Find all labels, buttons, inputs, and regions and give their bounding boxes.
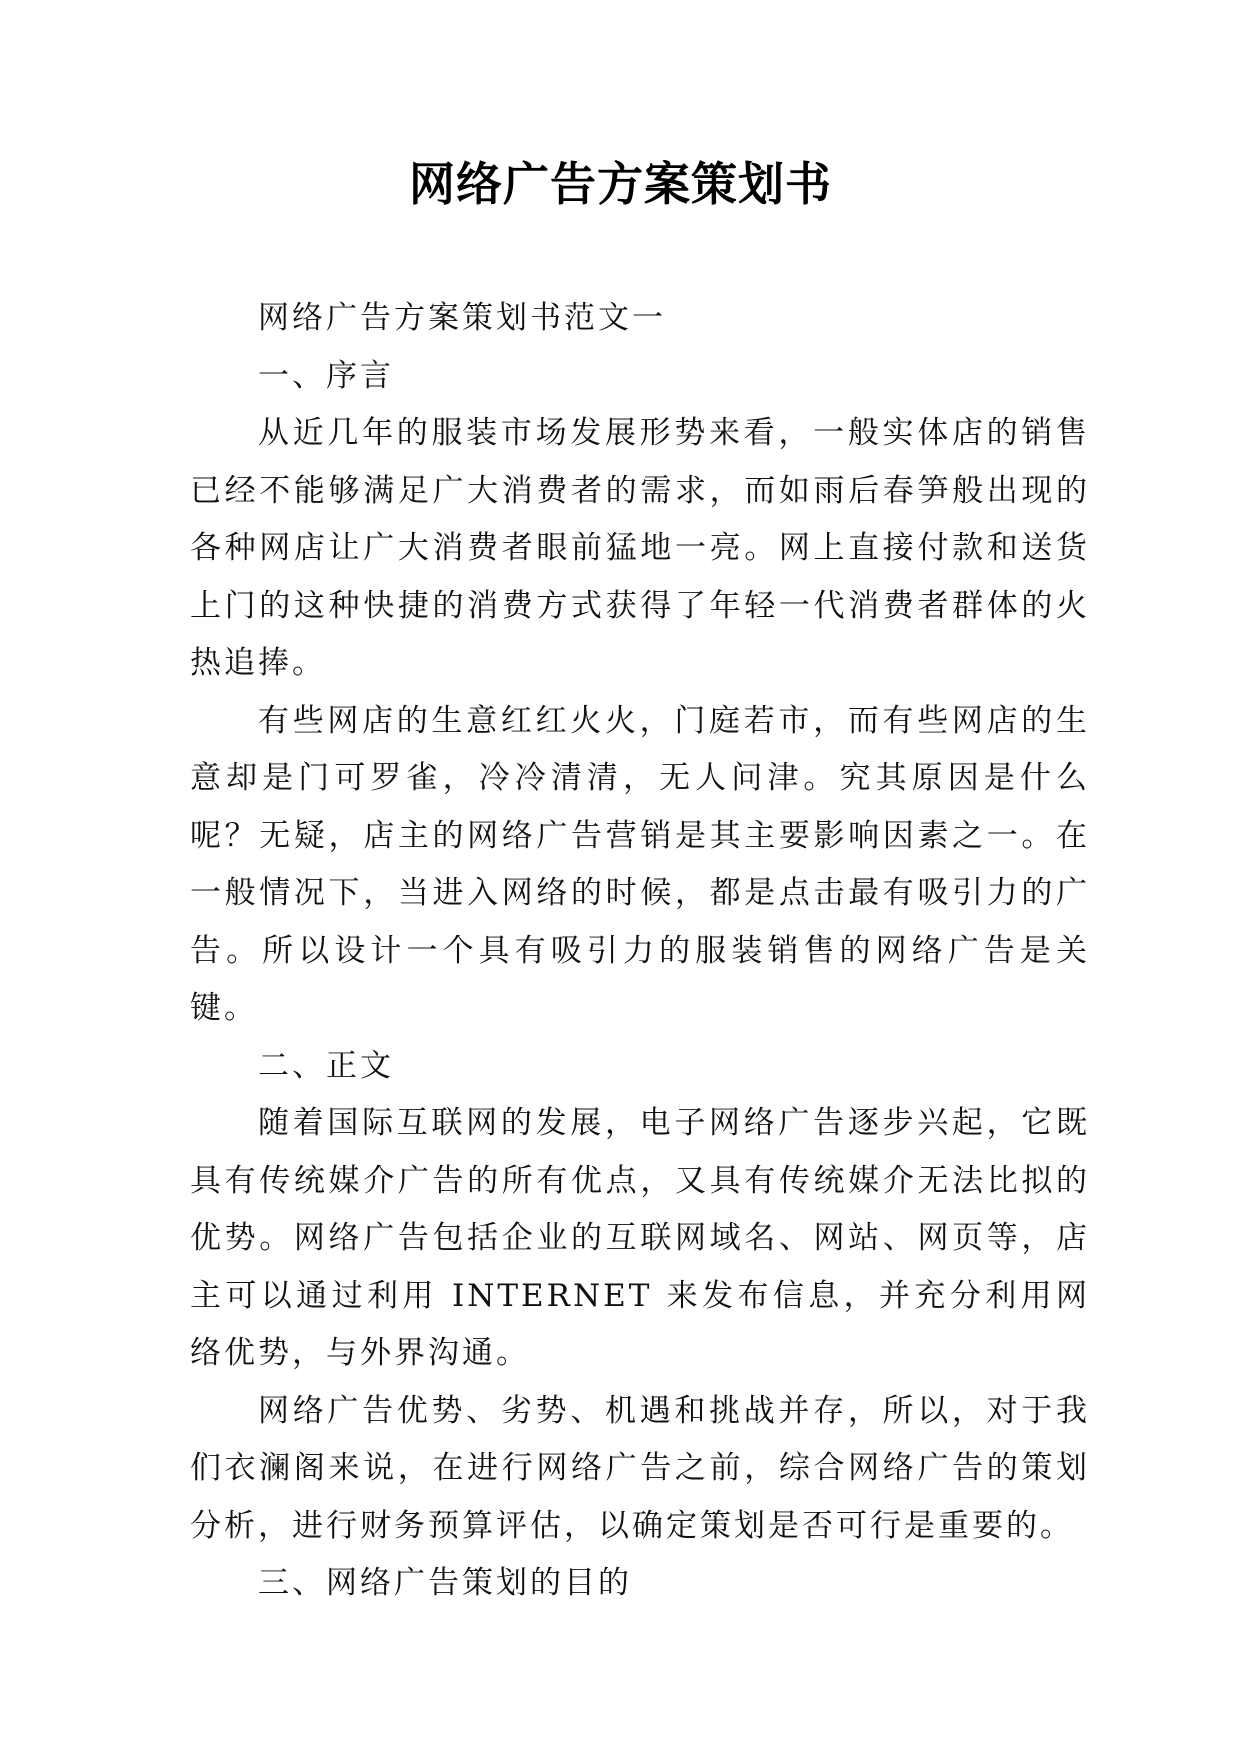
paragraph-preface-1: 从近几年的服装市场发展形势来看，一般实体店的销售已经不能够满足广大消费者的需求，而如雨后春笋般出现的各种网店让广大消费者眼前猛地一亮。网上直接付款和送货上门的这种快捷的消费方式获得了年轻一代消费者群体的火热追捧。	[190, 415, 1090, 681]
document-title: 网络广告方案策划书	[409, 157, 832, 211]
paragraph-preface-2: 有些网店的生意红红火火，门庭若市，而有些网店的生意却是门可罗雀，冷冷清清，无人问津。究其原因是什么呢？无疑，店主的网络广告营销是其主要影响因素之一。在一般情况下，当进入网络的时候，都是点击最有吸引力的广告。所以设计一个具有吸引力的服装销售的网络广告是关键。	[190, 702, 1090, 1026]
document-body	[190, 290, 1090, 1613]
paragraph-sample-heading: 网络广告方案策划书范文一	[258, 300, 666, 336]
section-heading-main-text: 二、正文	[258, 1047, 394, 1084]
paragraph-main-text-2: 网络广告优势、劣势、机遇和挑战并存，所以，对于我们衣澜阁来说，在进行网络广告之前，综合网络广告的策划分析，进行财务预算评估，以确定策划是否可行是重要的。	[190, 1392, 1090, 1544]
section-heading-preface: 一、序言	[258, 357, 394, 394]
section-heading-purpose: 三、网络广告策划的目的	[258, 1565, 632, 1601]
paragraph-main-text-1: 随着国际互联网的发展，电子网络广告逐步兴起，它既具有传统媒介广告的所有优点，又具有传统媒介无法比拟的优势。网络广告包括企业的互联网域名、网站、网页等，店主可以通过利用 INTERNET 来发布信息，并充分利用网络优势，与外界沟通。	[190, 1105, 1090, 1371]
